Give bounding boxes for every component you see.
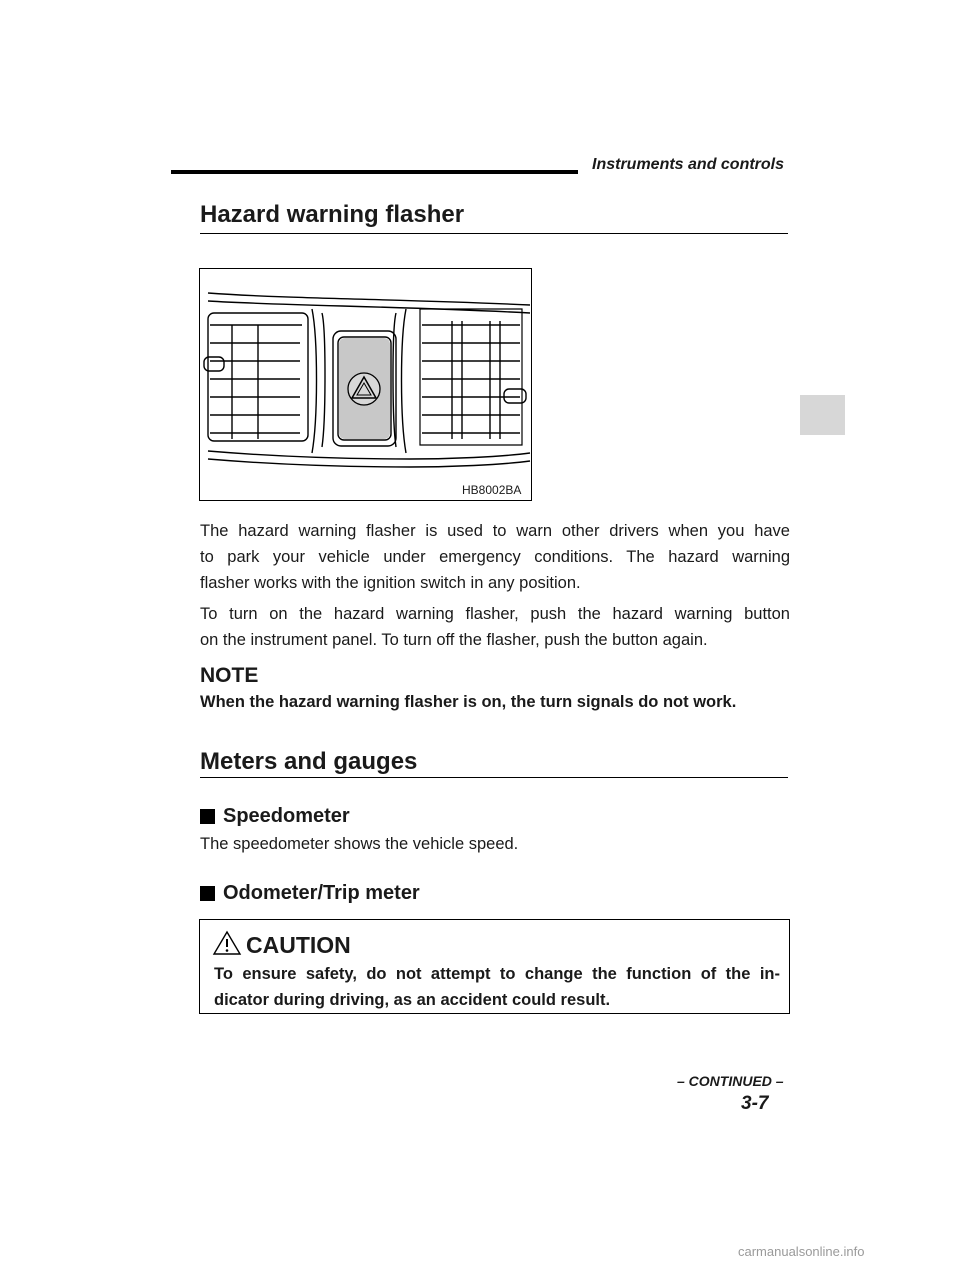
caution-text: [214, 961, 780, 1013]
figure-label: HB8002BA: [462, 483, 522, 497]
paragraph-line: The hazard warning flasher is used to warn other drivers when you have: [200, 522, 790, 540]
watermark: carmanualsonline.info: [738, 1244, 865, 1259]
subsection-speedometer: [200, 805, 350, 828]
section-rule: [200, 777, 788, 778]
section-rule: [200, 233, 788, 234]
section-title-hazard: Hazard warning flasher: [200, 201, 465, 228]
subsection-odometer: [200, 882, 420, 905]
paragraph-line: To turn on the hazard warning flasher, push the hazard warning button: [200, 605, 790, 623]
paragraph-line: on the instrument panel. To turn off the flasher, push the button again.: [200, 631, 708, 649]
caution-line: To ensure safety, do not attempt to change the function of the in-: [214, 965, 780, 983]
paragraph-line: flasher works with the ignition switch in any position.: [200, 574, 581, 592]
hazard-switch-illustration: [200, 269, 531, 500]
section-title-meters: Meters and gauges: [200, 748, 418, 775]
paragraph-line: to park your vehicle under emergency conditions. The hazard warning: [200, 548, 790, 566]
subsection-title: Odometer/Trip meter: [223, 882, 420, 904]
warning-triangle-icon: [212, 930, 242, 961]
subsection-title: Speedometer: [223, 805, 350, 827]
paragraph-hazard-purpose: [200, 518, 790, 596]
paragraph-hazard-operation: [200, 601, 790, 653]
chapter-tab: [800, 395, 845, 435]
speedometer-description: The speedometer shows the vehicle speed.: [200, 835, 519, 853]
continued-marker: – CONTINUED –: [677, 1073, 784, 1089]
hazard-button-figure: [199, 268, 532, 501]
note-heading: NOTE: [200, 664, 259, 687]
hazard-triangle-icon: [348, 373, 380, 405]
header-rule: [171, 170, 578, 174]
note-text: When the hazard warning flasher is on, the turn signals do not work.: [200, 693, 737, 711]
page-number: 3-7: [741, 1093, 769, 1114]
caution-heading: CAUTION: [246, 932, 351, 958]
square-bullet-icon: [200, 886, 215, 901]
caution-line: dicator during driving, as an accident could result.: [214, 991, 611, 1009]
running-header: Instruments and controls: [592, 156, 785, 173]
square-bullet-icon: [200, 809, 215, 824]
